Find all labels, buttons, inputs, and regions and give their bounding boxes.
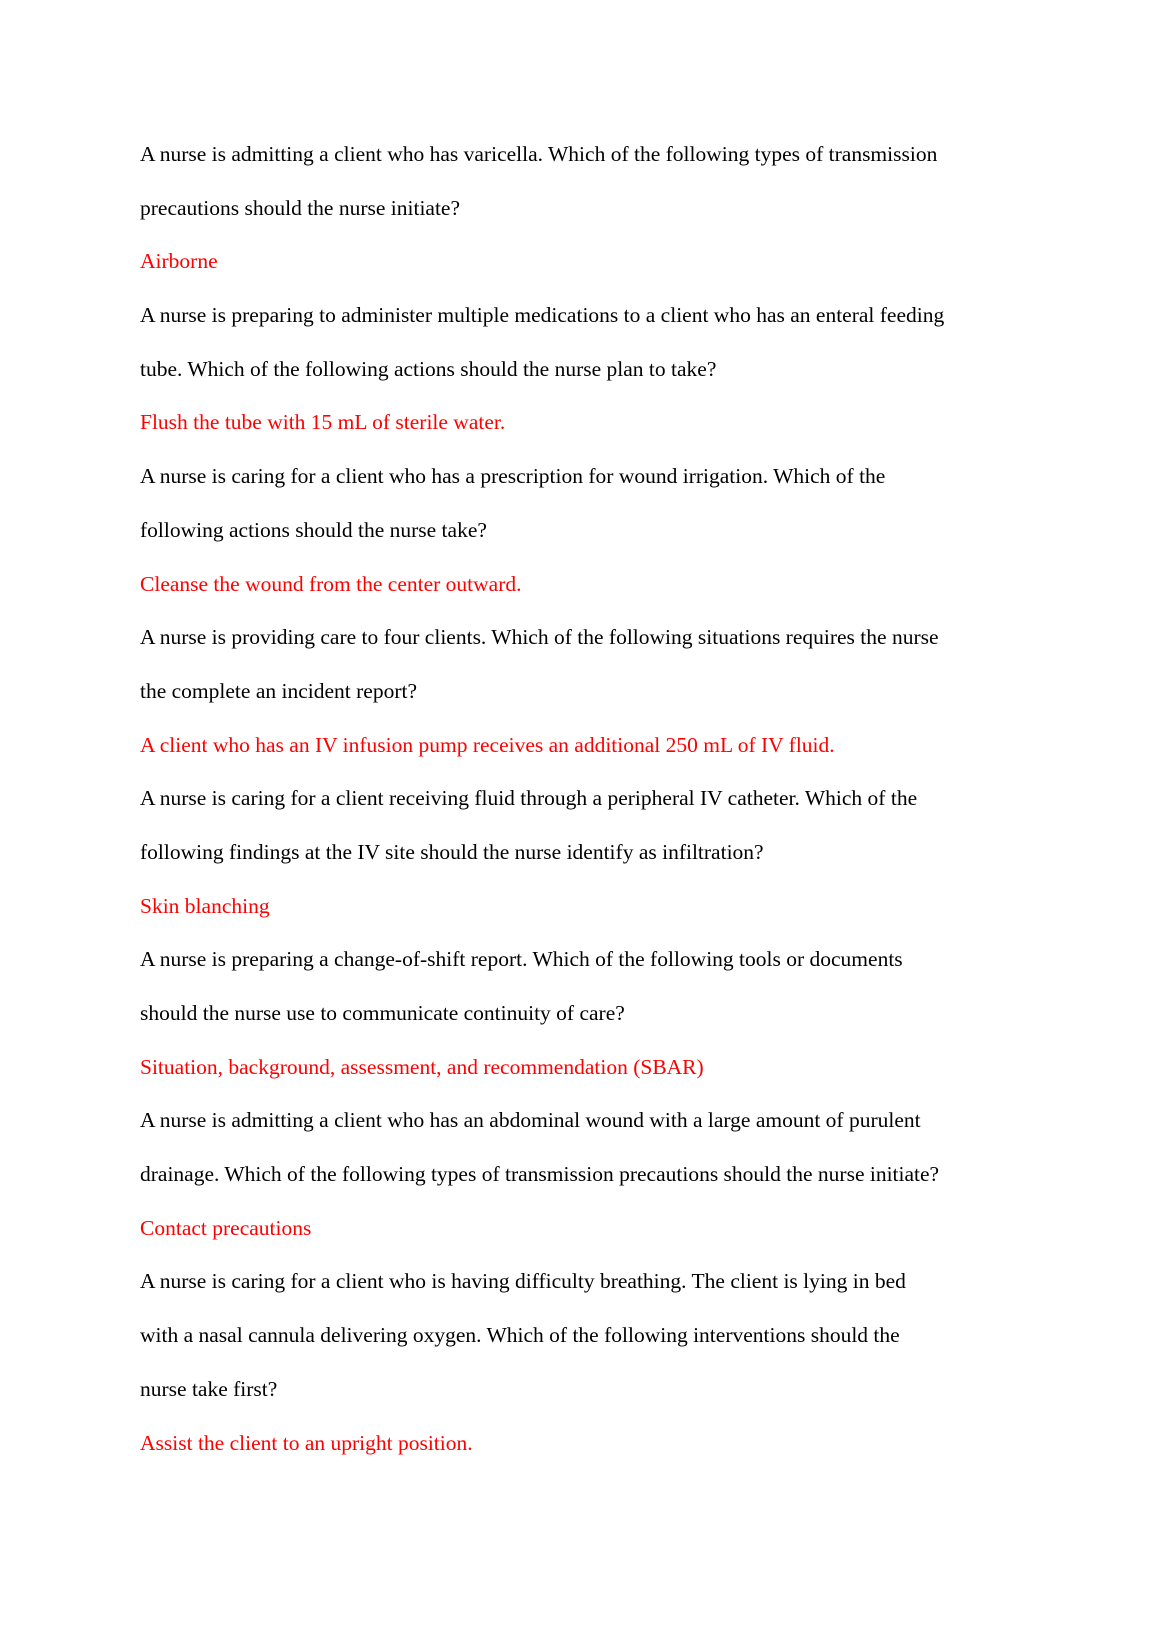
question-text: nurse take first? [140, 1376, 278, 1401]
question-text: A nurse is providing care to four clients. Which of the following situations requires the nurse [140, 625, 939, 650]
question-text: with a nasal cannula delivering oxygen. Which of the following interventions should the [140, 1323, 900, 1348]
qa-item [140, 1255, 1040, 1470]
qa-item [140, 772, 1040, 933]
qa-list [140, 128, 1040, 1470]
question-text: A nurse is admitting a client who has an abdominal wound with a large amount of purulent [140, 1108, 921, 1133]
answer-text: Assist the client to an upright position. [140, 1430, 473, 1455]
answer-text: A client who has an IV infusion pump receives an additional 250 mL of IV fluid. [140, 732, 835, 757]
question-text: tube. Which of the following actions should the nurse plan to take? [140, 356, 717, 381]
qa-item [140, 611, 1040, 772]
question-text: should the nurse use to communicate continuity of care? [140, 1001, 625, 1025]
question-text: A nurse is preparing to administer multiple medications to a client who has an enteral feeding [140, 303, 945, 328]
qa-item [140, 450, 1040, 611]
question-text: A nurse is preparing a change-of-shift report. Which of the following tools or documents [140, 947, 903, 972]
answer-text: Airborne [140, 249, 218, 274]
question-text: A nurse is caring for a client receiving fluid through a peripheral IV catheter. Which of the [140, 786, 918, 811]
qa-item [140, 128, 1040, 289]
answer-text: Situation, background, assessment, and recommendation (SBAR) [140, 1054, 704, 1079]
answer-text: Cleanse the wound from the center outward. [140, 571, 522, 596]
question-text: drainage. Which of the following types of transmission precautions should the nurse initiate? [140, 1162, 940, 1187]
qa-item [140, 289, 1040, 450]
question-text: A nurse is caring for a client who is having difficulty breathing. The client is lying in bed [140, 1269, 906, 1294]
question-text: following findings at the IV site should the nurse identify as infiltration? [140, 839, 764, 864]
qa-item [140, 1094, 1040, 1255]
answer-text: Skin blanching [140, 893, 270, 918]
question-text: A nurse is caring for a client who has a prescription for wound irrigation. Which of the [140, 464, 886, 489]
qa-item [140, 933, 1040, 1094]
answer-text: Flush the tube with 15 mL of sterile water. [140, 410, 506, 435]
question-text: A nurse is admitting a client who has varicella. Which of the following types of transmission [140, 142, 938, 166]
question-text: following actions should the nurse take? [140, 517, 487, 542]
question-text: precautions should the nurse initiate? [140, 195, 461, 220]
answer-text: Contact precautions [140, 1215, 312, 1240]
question-text: the complete an incident report? [140, 678, 417, 703]
